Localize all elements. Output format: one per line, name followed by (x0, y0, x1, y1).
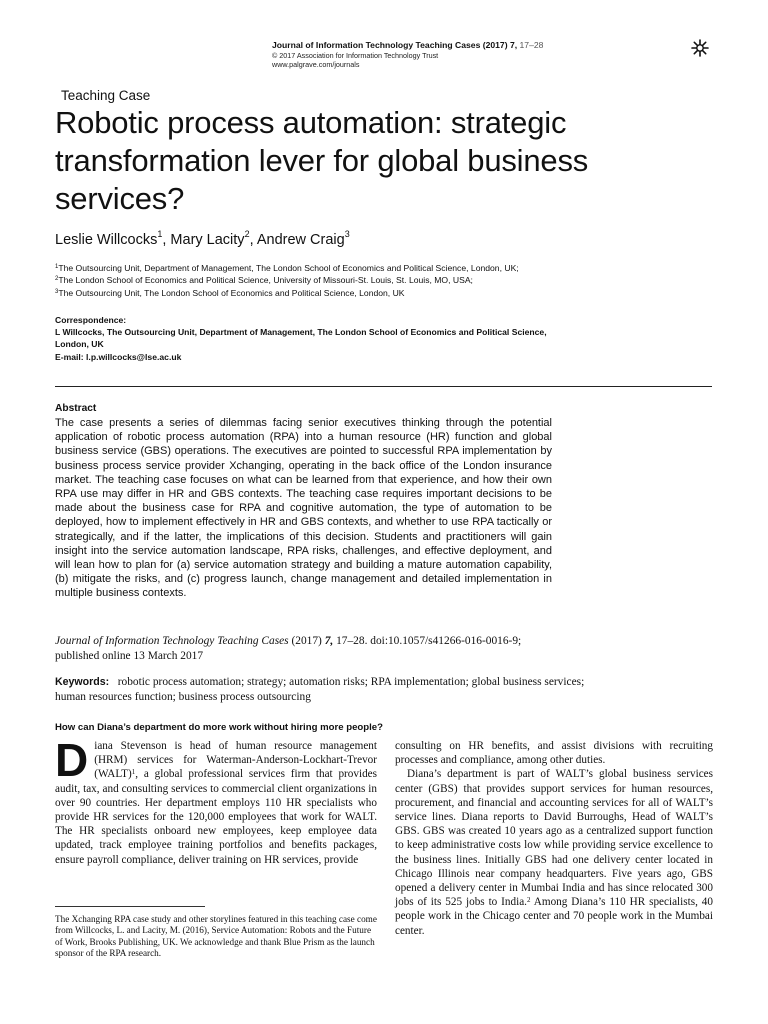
abstract-text: The case presents a series of dilemmas facing senior executives thinking through the potential application of robotic process automation (RPA) into a human resource (HR) function and global business service (GBS) operations. The executives are pointed to successful RPA implementation by business process service provider Xchanging, operating in the back office of the London insurance market. The teaching case focuses on what can be learned from that experience, and how their own RPA use may differ in HR and GBS contexts. The teaching case requires important decisions to be made about the business case for RPA and cognitive automation, the type of automation to be deployed, how to implement effectively in HR and GBS contexts, and whether to use RPA tactically or strategically, and if the latter, the implications of this decision. Students and practitioners will gain insight into the service automation landscape, RPA risks, challenges, and effective deployment, and will lean how to plan for (a) service automation strategy and building a mature automation capability, (b) mitigate the risks, and (c) progress launch, change management and detailed implementation in multiple business contexts. (55, 417, 552, 600)
keywords-label: Keywords: (55, 676, 110, 688)
footnote-mark[interactable]: 2 (526, 896, 531, 905)
journal-citation-line (272, 40, 692, 51)
author-affiliation-mark: 1 (157, 229, 163, 239)
affiliation (55, 287, 715, 299)
author-separator: , (162, 232, 171, 248)
keywords-block (55, 675, 615, 704)
correspondence-city: London, UK (55, 339, 104, 350)
affiliation-mark: 2 (55, 276, 59, 283)
author-list (55, 229, 350, 248)
body-text: iana Stevenson is head of human resource management (HRM) services for Waterman-Anderson-Lockhart-Trevor (WALT) (94, 740, 377, 781)
header-divider (55, 386, 712, 387)
footnote-text: The Xchanging RPA case study and other storylines featured in this teaching case come from Willcocks, L. and Lacity, M. (2016), Service Automation: Robots and the Future of Work, Brooks Publishing, UK. We acknowledge and thank Blue Prism as the launch sponsor of the RPA research. (55, 914, 377, 959)
article-type-label: Teaching Case (61, 88, 151, 103)
publisher-logo-icon (690, 38, 710, 58)
article-citation (55, 634, 615, 663)
body-paragraph (55, 734, 377, 867)
author-name: Leslie Willcocks (55, 232, 158, 248)
body-column-left (55, 734, 377, 867)
journal-name: Journal of Information Technology Teaching Cases (2017) 7, (272, 40, 518, 50)
body-text: , a global professional services firm that provides audit, tax, and consulting services to commercial client organizations in over 90 countries. Her department employs 110 HR specialists who provide HR services for the 120,000 employees that work for WALT. The HR specialists onboard new employees, keep employee data updated, track employee training portfolios and benefits packages, ensure payroll compliance, deliver training on HR services, provide (55, 768, 377, 866)
citation-volume: 7, (324, 635, 334, 647)
author-affiliation-mark: 2 (244, 229, 250, 239)
author-name: Mary Lacity (170, 232, 245, 248)
journal-copyright: © 2017 Association for Information Technology Trust (272, 51, 439, 60)
published-date: published online 13 March 2017 (55, 649, 204, 662)
drop-cap: D (55, 734, 89, 786)
affiliation-text: The Outsourcing Unit, The London School of Economics and Political Science, London, UK (58, 287, 405, 298)
footnote-divider (55, 906, 205, 907)
citation-year: (2017) (288, 635, 325, 647)
author-separator: , (249, 232, 257, 248)
affiliation-text: The Outsourcing Unit, Department of Management, The London School of Economics and Political Science, London, UK; (58, 263, 519, 273)
affiliation (55, 274, 715, 286)
body-paragraph (395, 767, 713, 937)
citation-journal: Journal of Information Technology Teaching Cases (55, 635, 289, 647)
body-text: Among Diana’s 110 HR specialists, 40 people work in the Chicago center and 70 people work in the Mumbai center. (395, 896, 713, 937)
journal-header (272, 40, 692, 69)
journal-pages: 17–28 (519, 40, 544, 50)
affiliation-mark: 1 (55, 264, 59, 270)
footnote-mark[interactable]: 1 (131, 768, 136, 777)
body-column-right (395, 739, 713, 938)
citation-doi[interactable]: 17–28. doi:10.1057/s41266-016-0016-9; (333, 635, 522, 647)
affiliation (55, 262, 715, 274)
section-heading: How can Diana’s department do more work without hiring more people? (55, 722, 384, 733)
abstract-heading: Abstract (55, 403, 97, 414)
affiliation-text: The London School of Economics and Political Science, University of Missouri-St. Louis, St. Louis, MO, USA; (58, 275, 473, 286)
keywords-text: robotic process automation; strategy; automation risks; RPA implementation; global business services; human resources function; business process outsourcing (55, 676, 585, 703)
correspondence-email[interactable]: E-mail: l.p.willcocks@lse.ac.uk (55, 351, 182, 362)
affiliation-list (55, 262, 715, 299)
article-title: Robotic process automation: strategic transformation lever for global business services? (55, 105, 589, 216)
journal-url[interactable]: www.palgrave.com/journals (272, 60, 360, 69)
correspondence-heading: Correspondence: (55, 315, 127, 325)
correspondence-block (55, 314, 715, 363)
affiliation-mark: 3 (55, 288, 59, 295)
body-text: Diana’s department is part of WALT’s global business services center (GBS) that provides support services for human resources, procurement, and financial and accounting services for all of WALT’s service lines. Diana reports to David Burroughs, Head of WALT’s GBS. GBS was created 10 years ago as a centralized support function to keep administrative costs low while providing service excellence to the business lines. Initially GBS had one delivery center located in Chicago Illinois near company headquarters. Five years ago, GBS opened a delivery center in Mumbai India and has since relocated 300 jobs of its 525 jobs to India. (395, 768, 713, 909)
correspondence-address: L Willcocks, The Outsourcing Unit, Department of Management, The London School of Economics and Political Science, (55, 327, 547, 338)
author-name: Andrew Craig (256, 232, 345, 248)
author-affiliation-mark: 3 (344, 229, 350, 239)
body-paragraph: consulting on HR benefits, and assist divisions with recruiting processes and compliance, among other duties. (395, 740, 713, 767)
